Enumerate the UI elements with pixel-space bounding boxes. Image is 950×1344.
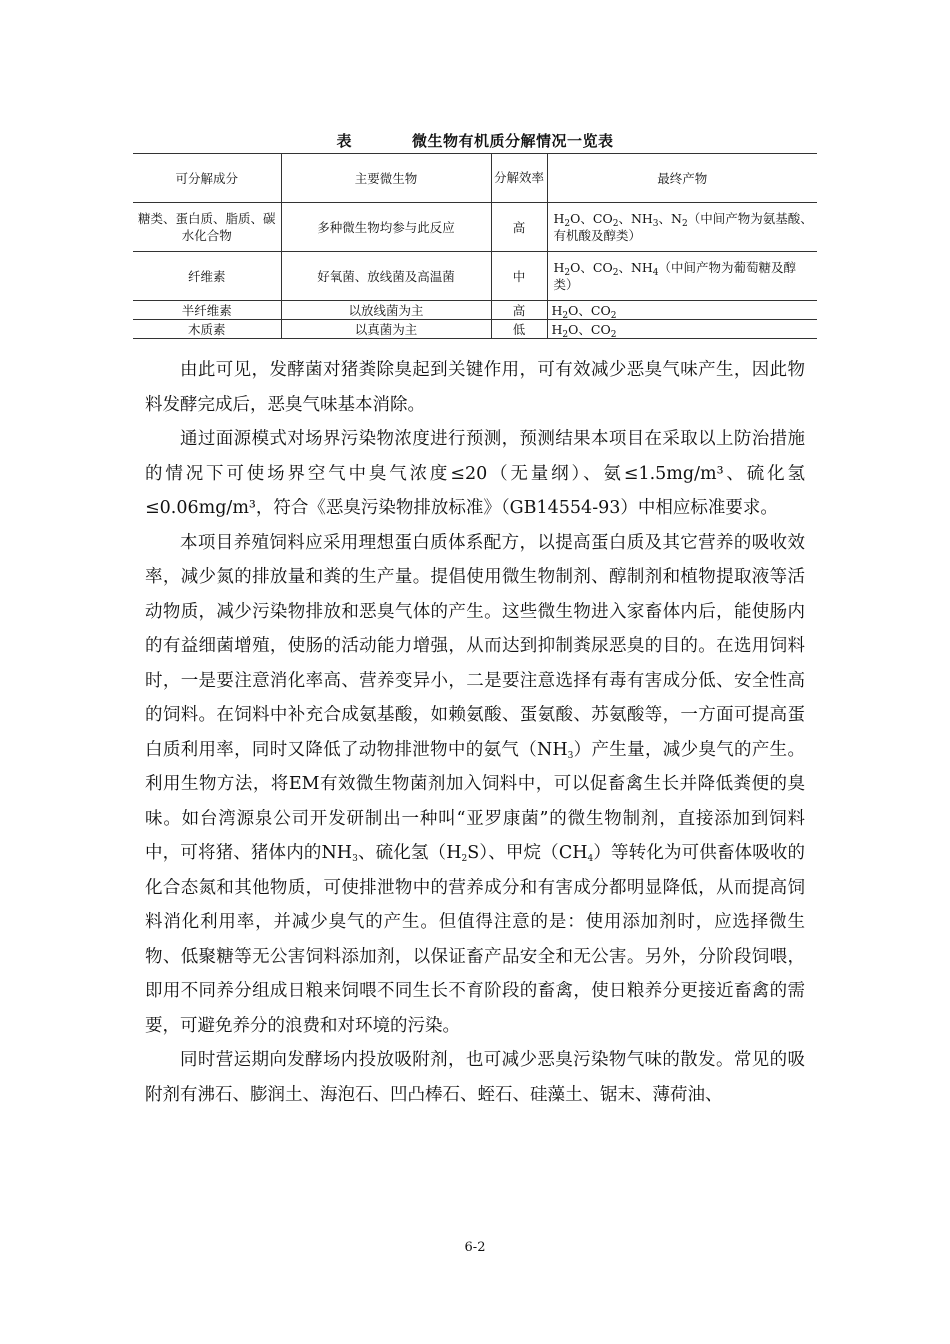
caption-prefix: 表 — [336, 132, 352, 150]
cell-component: 糖类、蛋白质、脂质、碳水化合物 — [133, 203, 281, 252]
table-row — [133, 320, 817, 339]
table-row — [133, 252, 817, 301]
cell-product: $H_2O$、$CO_2$ — [547, 301, 817, 320]
table-row — [133, 203, 817, 252]
cell-product: $H_2O$、$CO_2$ — [547, 320, 817, 339]
table-header-row — [133, 154, 817, 203]
cell-efficiency: 高 — [491, 203, 547, 252]
cell-component: 木质素 — [133, 320, 281, 339]
page-number: 6-2 — [464, 1240, 486, 1255]
cell-product: $H_2O$、$CO_2$、$NH_3$、$N_2$（中间产物为氨基酸、有机酸及醇类） — [547, 203, 817, 252]
caption-title: 微生物有机质分解情况一览表 — [412, 132, 614, 150]
cell-component: 半纤维素 — [133, 301, 281, 320]
cell-product: $H_2O$、$CO_2$、$NH_4$（中间产物为葡萄糖及醇类） — [547, 252, 817, 301]
cell-efficiency: 高 — [491, 301, 547, 320]
table-caption — [133, 130, 817, 151]
cell-efficiency: 低 — [491, 320, 547, 339]
paragraph-feed-measures: 本项目养殖饲料应采用理想蛋白质体系配方，以提高蛋白质及其它营养的吸收效率，减少氮的排放量和粪的生产量。提倡使用微生物制剂、醇制剂和植物提取液等活动物质，减少污染物排放和恶臭气体的产生。这些微生物进入家畜体内后，能使肠内的有益细菌增殖，使肠的活动能力增强，从而达到抑制粪尿恶臭的目的。在选用饲料时，一是要注意消化率高、营养变异小，二是要注意选择有毒有害成分低、安全性高的饲料。在饲料中补充合成氨基酸，如赖氨酸、蛋氨酸、苏氨酸等，一方面可提高蛋白质利用率，同时又降低了动物排泄物中的氨气$(NH_3)$产生量，减少臭气的产生。利用生物方法，将EM有效微生物菌剂加入饲料中，可以促畜禽生长并降低粪便的臭味。如台湾源泉公司开发研制出一种叫“亚罗康菌”的微生物制剂，直接添加到饲料中，可将猪、猪体内的$NH_3$、硫化氢$(H_2S)$、甲烷$(CH_4)$等转化为可供畜体吸收的化合态氮和其他物质，可使排泄物中的营养成分和有害成分都明显降低，从而提高饲料消化利用率，并减少臭气的产生。但值得注意的是：使用添加剂时，应选择微生物、低聚糖等无公害饲料添加剂，以保证畜产品安全和无公害。另外，分阶段饲喂，即用不同养分组成日粮来饲喂不同生长不育阶段的畜禽，使日粮养分更接近畜禽的需要，可避免养分的浪费和对环境的污染。 — [145, 532, 806, 1036]
header-efficiency: 分解效率 — [491, 154, 547, 203]
cell-microbe: 好氧菌、放线菌及高温菌 — [281, 252, 491, 301]
paragraph-adsorbents: 同时营运期向发酵场内投放吸附剂，也可减少恶臭污染物气味的散发。常见的吸附剂有沸石、膨润土、海泡石、凹凸棒石、蛭石、硅藻土、锯末、薄荷油、 — [145, 1050, 805, 1105]
header-component: 可分解成分 — [133, 154, 281, 203]
header-product: 最终产物 — [547, 154, 817, 203]
paragraph-fermentation-conclusion: 由此可见，发酵菌对猪粪除臭起到关键作用，可有效减少恶臭气味产生，因此物料发酵完成后，恶臭气味基本消除。 — [145, 360, 805, 415]
cell-microbe: 以放线菌为主 — [281, 301, 491, 320]
cell-microbe: 多种微生物均参与此反应 — [281, 203, 491, 252]
cell-microbe: 以真菌为主 — [281, 320, 491, 339]
cell-efficiency: 中 — [491, 252, 547, 301]
body-text — [145, 353, 805, 1112]
cell-component: 纤维素 — [133, 252, 281, 301]
header-microbe: 主要微生物 — [281, 154, 491, 203]
table-row — [133, 301, 817, 320]
paragraph-boundary-prediction: 通过面源模式对场界污染物浓度进行预测，预测结果本项目在采取以上防治措施的情况下可使场界空气中臭气浓度≤20（无量纲）、氨≤1.5mg/m³、硫化氢≤0.06mg/m³，符合《恶臭污染物排放标准》（GB14554-93）中相应标准要求。 — [145, 429, 805, 518]
decomposition-table — [133, 153, 817, 339]
